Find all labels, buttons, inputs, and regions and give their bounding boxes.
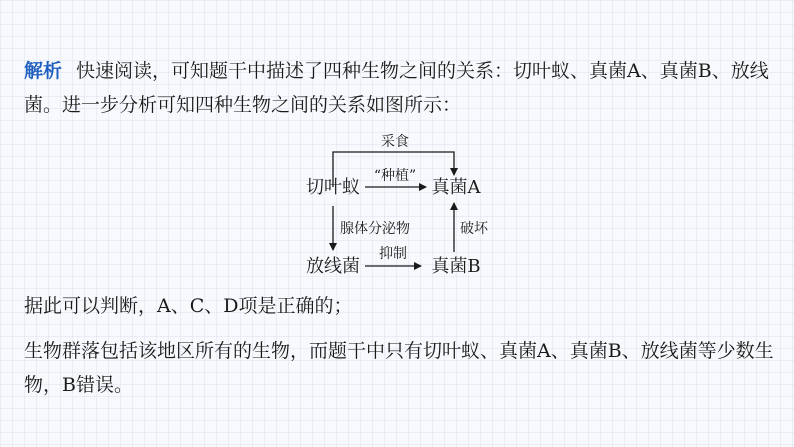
- conclusion-paragraph-1: 据此可以判断，A、C、D项是正确的；: [24, 295, 353, 317]
- analysis-label: 解析: [24, 60, 63, 82]
- node-actinomycete: 放线菌: [306, 256, 360, 277]
- analysis-paragraph: [24, 54, 776, 122]
- edge-label-plant: “种植”: [373, 168, 417, 184]
- node-fungus-a: 真菌A: [431, 177, 481, 198]
- arrow-feed: [333, 152, 454, 187]
- conclusion-paragraph-2: 生物群落包括该地区所有的生物，而题干中只有切叶蚁、真菌A、真菌B、放线菌等少数生物，B错误。: [24, 340, 774, 396]
- edge-label-destroy: 破坏: [460, 221, 488, 237]
- node-fungus-b: 真菌B: [431, 256, 481, 277]
- analysis-intro: 快速阅读，可知题干中描述了四种生物之间的关系：切叶蚁、真菌A、真菌B、放线菌。进一步分析可知四种生物之间的关系如图所示：: [24, 60, 769, 116]
- edge-label-feed: 采食: [381, 134, 409, 150]
- edge-label-inhibit: 抑制: [379, 246, 407, 262]
- node-ant: 切叶蚁: [306, 177, 360, 198]
- edge-label-secrete: 腺体分泌物: [340, 221, 410, 237]
